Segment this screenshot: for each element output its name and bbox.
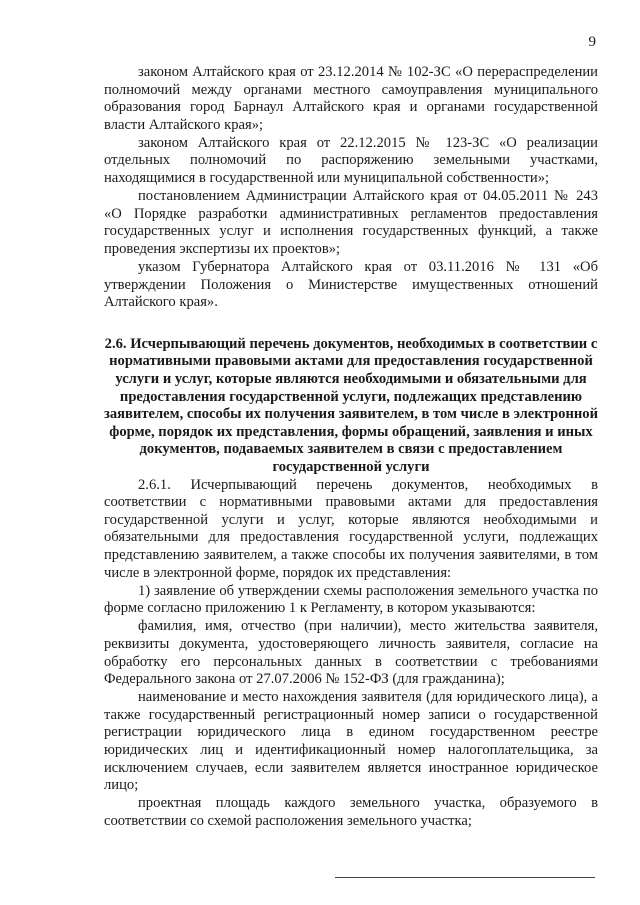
footer-rule (335, 877, 595, 878)
paragraph-decree-131: указом Губернатора Алтайского края от 03.11.2016 № 131 «Об утверждении Положения о Министерстве имущественных отношений Алтайского края». (104, 259, 598, 311)
document-body (104, 64, 598, 831)
paragraph-legal-entity-details: наименование и место нахождения заявителя (для юридического лица), а также государственный регистрационный номер записи о государственной регистрации юридического лица в едином государственном реестре юридических лиц и идентификационный номер налогоплательщика, за исключением случаев, если заявителем является иностранное юридическое лицо; (104, 689, 598, 794)
paragraph-2-6-1: 2.6.1. Исчерпывающий перечень документов, необходимых в соответствии с нормативными правовыми актами для предоставления государственной услуги и услуг, которые являются необходимыми и обязательными для предоставления государственной услуги, подлежащих представлению заявителем, а также способы их получения заявителями, в том числе в электронной форме, порядок их представления: (104, 476, 598, 581)
section-heading-2-6: 2.6. Исчерпывающий перечень документов, необходимых в соответствии с нормативными правовыми актами для предоставления государственной услуги и услуг, которые являются необходимыми и обязательными для предоставления государственной услуги, подлежащих представлению заявителем, способы их получения заявителем, в том числе в электронной форме, порядок их представления, формы обращений, заявления и иных документов, подаваемых заявителем в связи с предоставлением государственной услуги (104, 335, 598, 475)
paragraph-individual-details: фамилия, имя, отчество (при наличии), место жительства заявителя, реквизиты документа, удостоверяющего личность заявителя, согласие на обработку его персональных данных в соответствии с требованиями Федерального закона от 27.07.2006 № 152-ФЗ (для гражданина); (104, 618, 598, 688)
page-number: 9 (588, 34, 596, 50)
paragraph-law-123: законом Алтайского края от 22.12.2015 № 123-ЗС «О реализации отдельных полномочий по распоряжению земельными участками, находящимися в государственной или муниципальной собственности»; (104, 134, 598, 187)
paragraph-resolution-243: постановлением Администрации Алтайского края от 04.05.2011 № 243 «О Порядке разработки административных регламентов предоставления государственных услуг и исполнения государственных функций, а также проведения экспертизы их проектов»; (104, 188, 598, 257)
paragraph-item-1: 1) заявление об утверждении схемы расположения земельного участка по форме согласно приложению 1 к Регламенту, в котором указываются: (104, 582, 598, 617)
paragraph-project-area: проектная площадь каждого земельного участка, образуемого в соответствии со схемой расположения земельного участка; (104, 795, 598, 829)
paragraph-law-102: законом Алтайского края от 23.12.2014 № 102-ЗС «О перераспределении полномочий между органами местного самоуправления муниципального образования город Барнаул Алтайского края и органами государственной власти Алтайского края»; (104, 64, 598, 133)
